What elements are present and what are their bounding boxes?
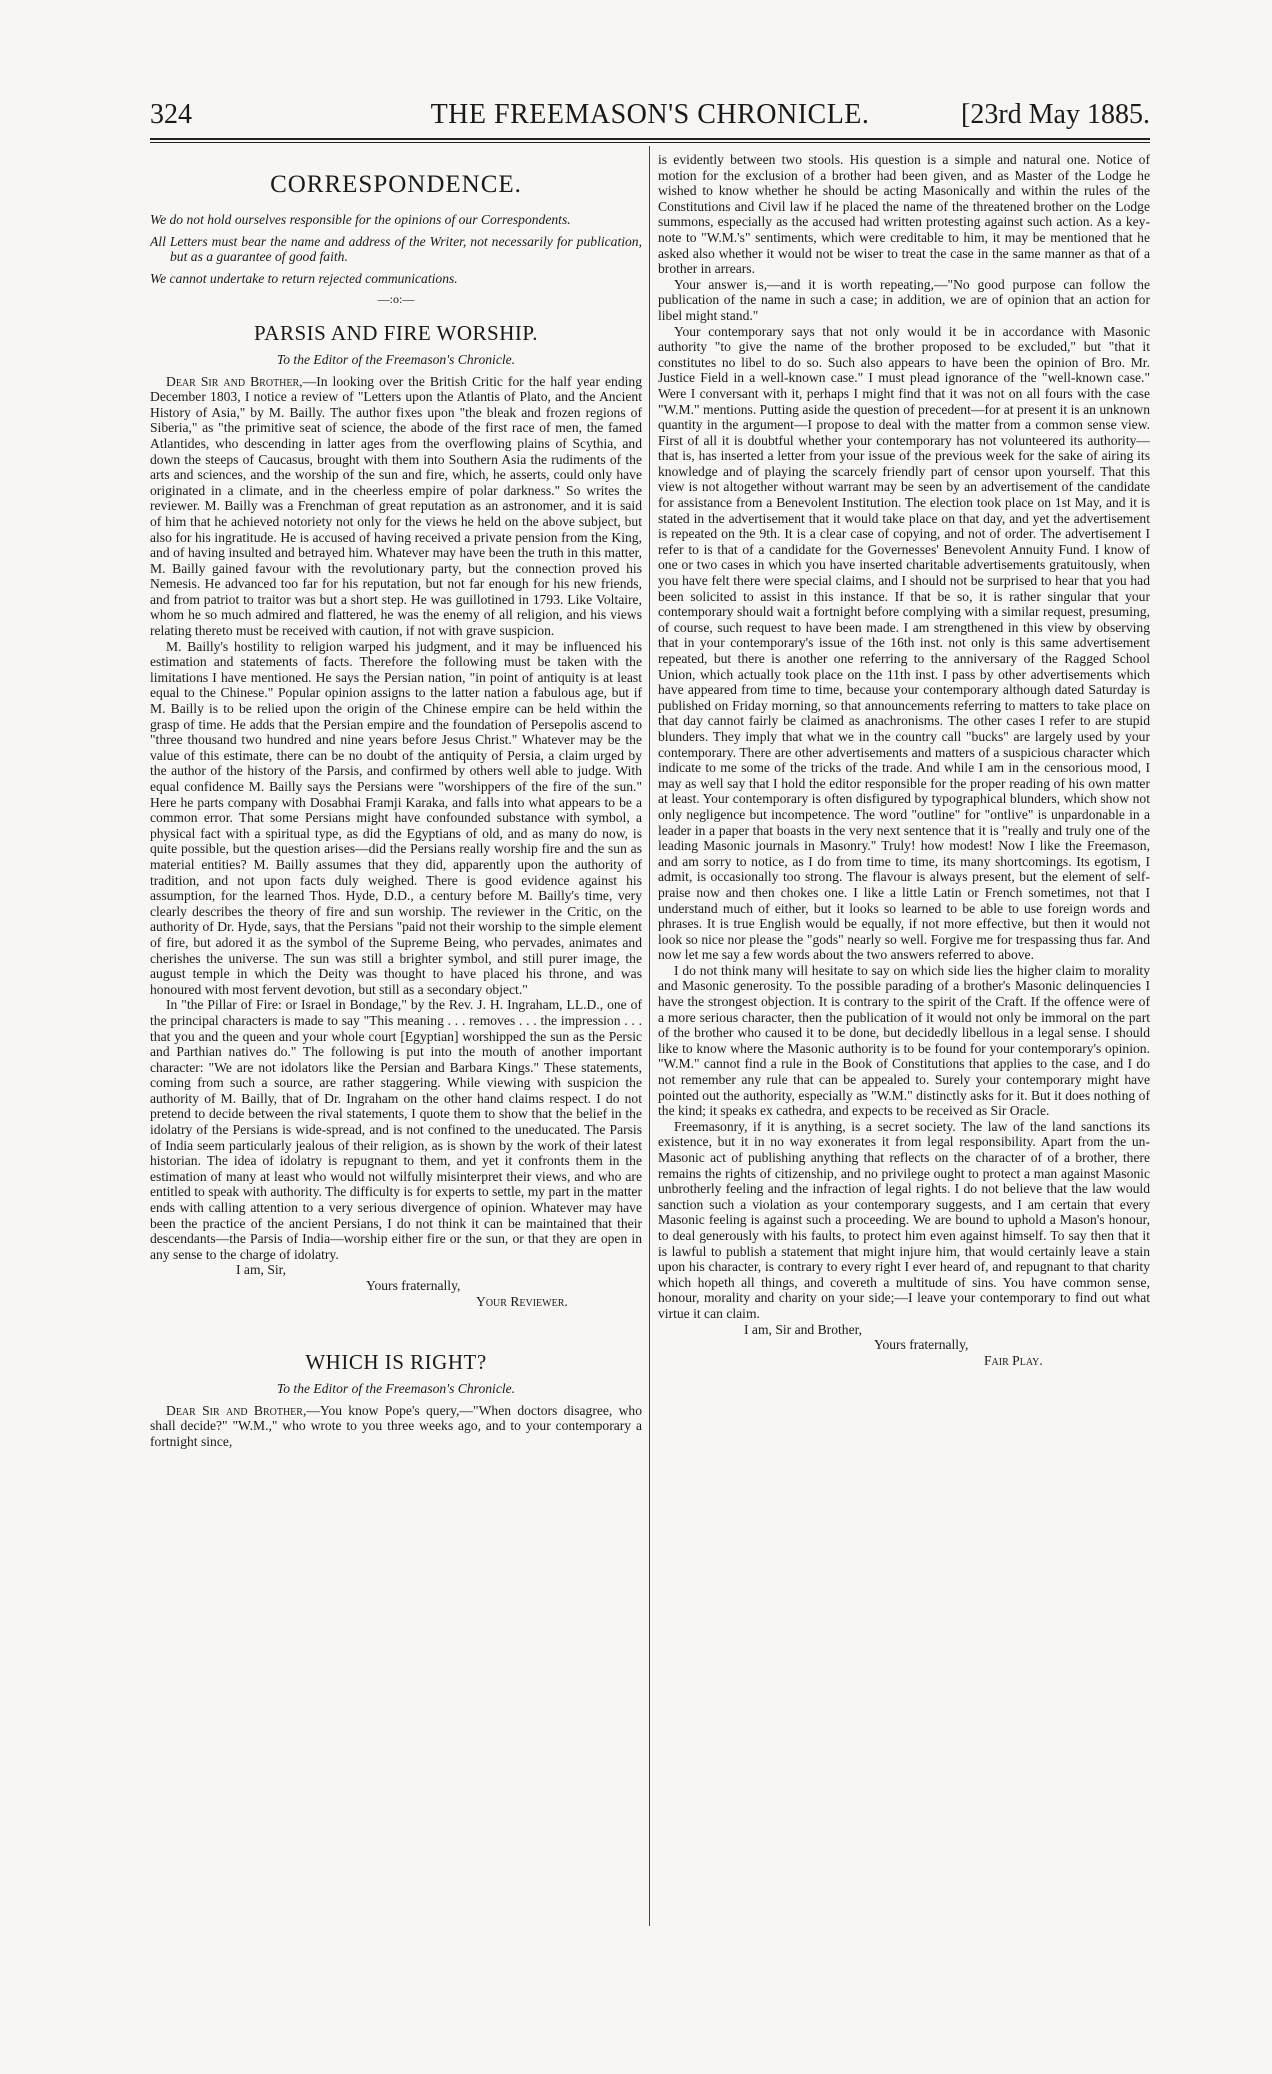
which-closing-1: I am, Sir and Brother, (744, 1321, 862, 1337)
issue-date: [23rd May 1885. (961, 99, 1150, 130)
which-heading: WHICH IS RIGHT? (305, 1350, 487, 1375)
column-divider (649, 146, 650, 1926)
parsis-paragraph-2: M. Bailly's hostility to religion warped his judgment, and it may be influenced his estimation and statements of facts. Therefore the following must be taken with the limitations I have mentioned. He says the Persian nation, "in point of antiquity is at least equal to the Chinese." Popular opinion assigns to the latter nation a fabulous age, but if M. Bailly is to be relied upon the origin of the Chinese empire can be held within the grasp of time. He adds that the Persian empire and the foundation of Persepolis ascend to "three thousand two hundred and nine years before Jesus Christ." Whatever may be the value of this estimate, there can be no doubt of the antiquity of Persia, a claim urged by the author of the history of the Parsis, and confirmed by others well able to judge. With equal confidence M. Bailly says the Persians were "worshippers of the fire of the sun." Here he parts company with Dosabhai Framji Karaka, and falls into what appears to be a common error. That some Persians might have confounded substance with symbol, a physical fact with a spiritual type, as did the Egyptians of old, and as many do now, is quite possible, but the question arises—did the Persians really worship fire and the sun as material entities? M. Bailly assumes that they did, apparently upon the authority of tradition, and not upon facts duly weighed. There is good evidence against his assumption, for the learned Thos. Hyde, D.D., a century before M. Bailly's time, very clearly describes the theory of fire and sun worship. The reviewer in the Critic, on the authority of Dr. Hyde, says, that the Persians "paid not their worship to the simple element of fire, but adored it as the symbol of the Supreme Being, who pervades, animates and cherishes the universe. The sun was still a brighter symbol, and still purer image, the august temple in which the Deity was thought to have placed his throne, and was honoured with most fervent devotion, but still as a secondary object." (150, 638, 642, 997)
notice-responsibility: We do not hold ourselves responsible for the opinions of our Correspondents. (150, 212, 571, 227)
header-rule-thin (150, 142, 1150, 143)
notice-rejected: We cannot undertake to return rejected communications. (150, 270, 458, 286)
which-paragraph-1: is evidently between two stools. His question is a simple and natural one. Notice of motion for the exclusion of a brother had been given, and as Master of the Lodge he wished to know whether he should be acting Masonically and within the rules of the Constitutions and Civil law if he placed the name of the threatened brother on the Lodge summons, especially as the accused had written protesting against such action. As a key-note to "W.M.'s" sentiments, which were creditable to him, it may be mentioned that he asked also whether it would not be wiser to treat the case in the same manner as that of a brother in arrears. (658, 152, 1150, 277)
left-column (150, 152, 642, 1922)
which-opening-paragraph: Dear Sir and Brother,—You know Pope's query,—"When doctors disagree, who shall decide?" "W.M.," who wrote to you three weeks ago, and to your contemporary a fortnight since, (150, 1402, 642, 1449)
right-column (658, 152, 1150, 1922)
which-paragraph-3: Your contemporary says that not only would it be in accordance with Masonic authority "to give the name of the brother proposed to be excluded," but "that it constitutes no libel to do so. Such also appears to have been the opinion of Bro. Mr. Justice Field in a well-known case." I must plead ignorance of the "well-known case." Were I conversant with it, perhaps I might find that it was not on all fours with the case "W.M." mentions. Putting aside the question of precedent—for at present it is an unknown quantity in the argument—I propose to deal with the matter from a common sense view. First of all it is doubtful whether your contemporary has not volunteered its authority—that is, has inserted a letter from your issue of the previous week for the sake of airing its knowledge and of playing the scarcely friendly part of censor upon yourself. That this view is not altogether without warrant may be seen by an advertisement of the candidate for assistance from a Benevolent Institution. The election took place on 1st May, and it is stated in the advertisement that it would take place on that day, and yet the advertisement is repeated on the 9th. It is a clear case of copying, and not of order. The advertisement I refer to is that of a candidate for the Governesses' Benevolent Annuity Fund. I know of one or two cases in which you have inserted charitable advertisements gratuitously, when you have felt there were special claims, and I should not be surprised to hear that you had been solicited to assist in this instance. If that be so, it is rather singular that your contemporary should wait a fortnight before complying with a similar request, presuming, of course, such request to have been made. I am strengthened in this view by observing that in your contemporary's issue of the 16th inst. not only is this same advertisement repeated, but there is another one referring to the anniversary of the Ragged School Union, which actually took place on the 11th inst. I pass by other advertisements which have appeared from time to time, because your contemporary although dated Saturday is published on Friday morning, so that announcements referring to matters to take place on that day cannot fairly be claimed as anachronisms. The other cases I refer to are stupid blunders. They imply that what we in the country call "bucks" are largely used by your contemporary. There are other advertisements and matters of a suspicious character which indicate to me some of the tricks of the trade. And while I am in the censorious mood, I may as well say that I hold the editor responsible for the proper reading of his own matter at least. Your contemporary is often disfigured by typographical blunders, which show not only negligence but incompetence. The word "outline" for "ontlive" is unpardonable in a leader in a paper that boasts in the very next sentence that it is "really and truly one of the leading Masonic journals in Masonry." Truly! how modest! Now I like the Freemason, and am sorry to notice, as I do from time to time, its many shortcomings. Its egotism, I admit, is occasionally too strong. The flavour is always present, but the element of self-praise now and then chokes one. I like a little Latin or French sometimes, not that I understand much of either, but it looks so learned to be able to use foreign words and phrases. It is true English would be equally, if not more effective, but then it would not look so nice nor please the "gods" nearly so well. Forgive me for trespassing thus far. And now let me say a few words about the two answers referred to above. (658, 323, 1150, 963)
notice-letters: All Letters must bear the name and address of the Writer, not necessarily for publication, but as a guarantee of good faith. (150, 233, 642, 265)
which-paragraph-5: Freemasonry, if it is anything, is a secret society. The law of the land sanctions its existence, but it in no way exonerates it from legal responsibility. Apart from the un-Masonic act of publishing anything that reflects on the character of of a brother, there remains the rights of citizenship, and no privilege ought to protect a man against Masonic unbrotherly feeling and the infraction of legal rights. I do not believe that the law would sanction such a violation as your contemporary suggests, and I am certain that every Masonic feeling is against such a proceeding. We are bound to uphold a Mason's honour, to deal generously with his faults, to protect him even against himself. To say then that it is lawful to publish a statement that might injure him, that would certainly leave a stain upon his character, is contrary to every right I ever heard of, and repugnant to that charity which hopeth all things, and covereth a multitude of sins. You have common sense, honour, morality and charity on your side;—I leave your contemporary to find out what virtue it can claim. (658, 1118, 1150, 1321)
which-salutation: Dear Sir and Brother, (166, 1402, 307, 1418)
which-paragraph-2: Your answer is,—and it is worth repeating,—"No good purpose can follow the publication of the name in such a case; in addition, we are of opinion that an action for libel might stand." (658, 276, 1150, 323)
correspondence-heading: CORRESPONDENCE. (270, 171, 522, 198)
page-number: 324 (150, 99, 192, 130)
publication-title: THE FREEMASON'S CHRONICLE. (430, 99, 870, 130)
parsis-paragraph-1: Dear Sir and Brother,—In looking over the British Critic for the half year ending December 1803, I notice a review of "Letters upon the Atlantis of Plato, and the Ancient History of Asia," by M. Bailly. The author fixes upon "the bleak and frozen regions of Siberia," as "the primitive seat of science, the abode of the first race of men, the famed Atlantides, who descending in latter ages from the overflowing plains of Scythia, and down the steeps of Caucasus, brought with them into Southern Asia the rudiments of the arts and sciences, and the worship of the sun and fire, which, he asserts, could only have originated in a climate, and in the cheerless empire of polar darkness." So writes the reviewer. M. Bailly was a Frenchman of great reputation as an astronomer, and it is said of him that he achieved notoriety not only for the views he held on the above subject, but also for his ingratitude. He is accused of having received a private pension from the King, and of having insulted and betrayed him. Whatever may have been the truth in this matter, M. Bailly gained favour with the revolutionary party, but the connection proved his Nemesis. He advanced too far for his reputation, but not far enough for his new friends, and from patriot to traitor was but a short step. He was guillotined in 1793. Like Voltaire, whom he so much admired and flattered, he was the enemy of all religion, and his views relating thereto must be received with caution, if not with grave suspicion. (150, 373, 642, 639)
parsis-paragraph-3: In "the Pillar of Fire: or Israel in Bondage," by the Rev. J. H. Ingraham, LL.D., one of the principal characters is made to say "This meaning . . . removes . . . the impression . . . that you and the queen and your whole court [Egyptian] worshipped the sun as the Persic and Parthian natives do." The following is put into the mouth of another important character: "We are not idolators like the Persian and Barbara Kings." These statements, coming from such a source, are rather staggering. While viewing with suspicion the authority of M. Bailly, that of Dr. Ingraham on the other hand claims respect. I do not pretend to decide between the rival statements, I quote them to show that the belief in the idolatry of the Persians is wide-spread, and is not confined to the uneducated. The Parsis of India seem particularly jealous of their religion, as is shown by the work of their latest historian. The idea of idolatry is repugnant to them, and yet it confronts them in the estimation of many at least who would not wilfully misinterpret their views, and who are entitled to speak with authority. The difficulty is for experts to settle, my part in the matter ends with calling attention to a very serious divergence of opinion. Whatever may have been the practice of the ancient Persians, I do not think it can be maintained that their descendants—the Parsis of India—worship either fire or the sun, or that they are open in any sense to the charge of idolatry. (150, 997, 642, 1262)
which-closing-2: Yours fraternally, (874, 1337, 969, 1353)
which-signature: Fair Play. (984, 1352, 1043, 1368)
which-to-editor: To the Editor of the Freemason's Chronicle. (276, 1381, 516, 1397)
parsis-signature: Your Reviewer. (476, 1293, 568, 1309)
which-paragraph-4: I do not think many will hesitate to say on which side lies the higher claim to morality and Masonic generosity. To the possible parading of a brother's Masonic delinquencies I have the strongest objection. It is contrary to the spirit of the Craft. If the offence were of a more serious character, then the publication of it would not only be immoral on the part of the brother who caused it to be done, but decidedly libellous in a legal sense. I should like to know where the Masonic authority is to be found for your contemporary's opinion. "W.M." cannot find a rule in the Book of Constitutions that applies to the case, and I do not remember any rule that can be appealed to. Surely your contemporary might have pointed out the authority, especially as "W.M." distinctly asks for it. But it does nothing of the kind; it speaks ex cathedra, and expects to be received as Sir Oracle. (658, 962, 1150, 1119)
parsis-to-editor: To the Editor of the Freemason's Chronicle. (276, 351, 516, 367)
parsis-heading: PARSIS AND FIRE WORSHIP. (254, 320, 538, 345)
parsis-salutation: Dear Sir and Brother, (166, 373, 303, 389)
section-separator: —:o:— (377, 292, 415, 307)
header-rule (150, 138, 1150, 140)
masthead (150, 98, 1150, 134)
parsis-closing-2: Yours fraternally, (366, 1278, 461, 1293)
parsis-closing-1: I am, Sir, (236, 1262, 287, 1278)
